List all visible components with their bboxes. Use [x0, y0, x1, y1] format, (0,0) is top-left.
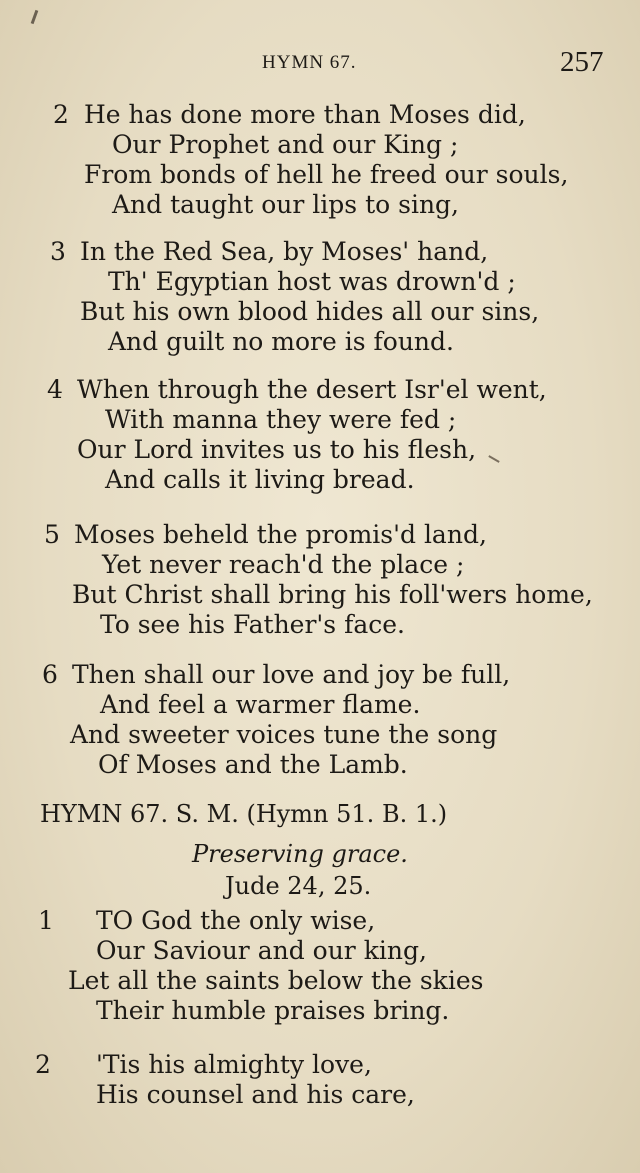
verse-number: 6	[42, 660, 58, 689]
paper-blemish	[488, 455, 499, 463]
verse-line: Our Prophet and our King ;	[112, 130, 459, 159]
verse-line: And feel a warmer flame.	[100, 690, 421, 719]
verse-line: But his own blood hides all our sins,	[80, 297, 540, 326]
verse-number: 4	[47, 375, 63, 404]
verse-line: In the Red Sea, by Moses' hand,	[80, 237, 489, 266]
page-number: 257	[560, 46, 604, 78]
verse-line: But Christ shall bring his foll'wers home,	[72, 580, 593, 609]
verse-line: Of Moses and the Lamb.	[98, 750, 408, 779]
verse-line: And taught our lips to sing,	[112, 190, 459, 219]
verse-line: His counsel and his care,	[96, 1080, 415, 1109]
verse-line: From bonds of hell he freed our souls,	[84, 160, 569, 189]
verse-line: And guilt no more is found.	[108, 327, 454, 356]
verse-line: Th' Egyptian host was drown'd ;	[108, 267, 516, 296]
verse-number: 2	[53, 100, 69, 129]
verse-line: 'Tis his almighty love,	[96, 1050, 372, 1079]
hymn-heading: HYMN 67. S. M. (Hymn 51. B. 1.)	[40, 800, 448, 828]
verse-line: To see his Father's face.	[100, 610, 405, 639]
verse-line: And calls it living bread.	[105, 465, 415, 494]
verse-number: 5	[44, 520, 60, 549]
verse-line: Moses beheld the promis'd land,	[74, 520, 487, 549]
verse-line: And sweeter voices tune the song	[70, 720, 498, 749]
verse-line: Their humble praises bring.	[96, 996, 450, 1025]
verse-line: TO God the only wise,	[96, 906, 376, 935]
verse-line: Let all the saints below the skies	[68, 966, 484, 995]
verse-number: 2	[35, 1050, 51, 1079]
running-title: HYMN 67.	[262, 52, 357, 73]
verse-line: Yet never reach'd the place ;	[102, 550, 465, 579]
verse-line: He has done more than Moses did,	[84, 100, 526, 129]
verse-number: 3	[50, 237, 66, 266]
verse-line: Then shall our love and joy be full,	[72, 660, 511, 689]
scripture-reference: Jude 24, 25.	[225, 872, 372, 900]
verse-line: With manna they were fed ;	[105, 405, 457, 434]
paper-blemish	[31, 10, 39, 24]
verse-number: 1	[38, 906, 54, 935]
verse-line: Our Lord invites us to his flesh,	[77, 435, 477, 464]
verse-line: Our Saviour and our king,	[96, 936, 427, 965]
hymn-subtitle: Preserving grace.	[192, 840, 408, 868]
verse-line: When through the desert Isr'el went,	[77, 375, 547, 404]
